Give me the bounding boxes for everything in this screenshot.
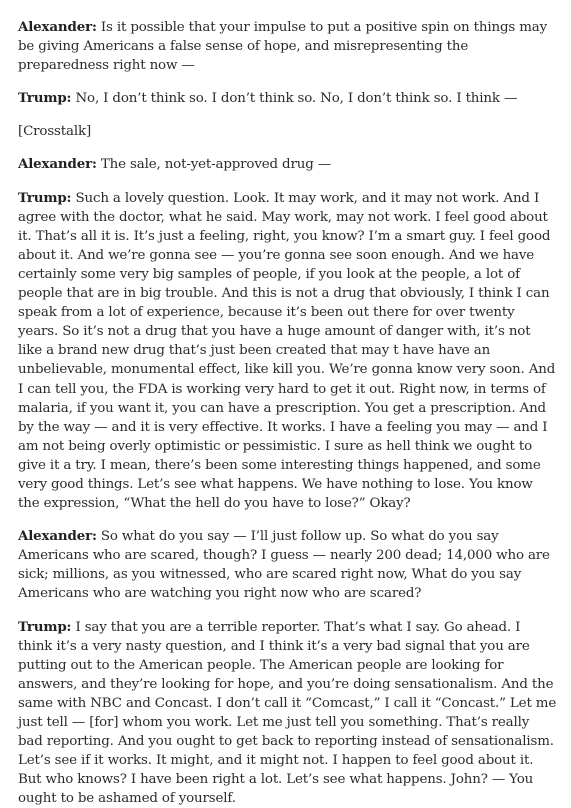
speaker-name: Trump:: [18, 189, 72, 206]
paragraph-text: Such a lovely question. Look. It may work, and it may not work. And I agree with the doctor, what he said. May work, may not work. I feel good about it. That’s all it is. It’s just a feeling, right, you know? I’m a smart guy. I feel good about it. And we’re gonna see — you’re gonna see soon enough. And we have certainly some very big samples of people, if you look at the people, a lot of people that are in big trouble. And this is not a drug that obviously, I think I can speak from a lot of experience, because it’s been out there for over twenty years. So it’s not a drug that you have a huge amount of danger with, it’s not like a brand new drug that’s just been created that may t have have an unbelievable, monumental effect, like kill you. We’re gonna know very soon. And I can tell you, the FDA is working very hard to get it out. Right now, in terms of malaria, if you want it, you can have a prescription. You get a prescription. And by the way — and it is very effective. It works. I have a feeling you may — and I am not being overly optimistic or pessimistic. I sure as hell think we ought to give it a try. I mean, there’s been some interesting things happened, and some very good things. Let’s see what happens. We have nothing to lose. You know the expression, “What the hell do you have to lose?” Okay?: [18, 190, 556, 512]
transcript-paragraph: [18, 527, 557, 603]
paragraph-text: [Crosstalk]: [18, 124, 92, 140]
paragraph-text: No, I don’t think so. I don’t think so. No, I don’t think so. I think —: [71, 91, 518, 107]
speaker-name: Alexander:: [18, 19, 97, 35]
paragraph-text: The sale, not-yet-approved drug —: [96, 157, 331, 173]
speaker-name: Alexander:: [18, 528, 97, 545]
speaker-name: Alexander:: [18, 156, 97, 173]
transcript-paragraph: [18, 18, 557, 75]
transcript-paragraph: [18, 189, 557, 514]
transcript-paragraph: [18, 122, 557, 141]
speaker-name: Trump:: [18, 90, 72, 107]
paragraph-text: Is it possible that your impulse to put a positive spin on things may be giving Americans a false sense of hope, and misrepresenting the preparedness right now —: [18, 20, 547, 74]
speaker-name: Trump:: [18, 618, 72, 635]
transcript-paragraph: [18, 155, 557, 174]
transcript-paragraph: [18, 89, 557, 108]
transcript-paragraph: [18, 618, 557, 808]
paragraph-text: So what do you say — I’ll just follow up. So what do you say Americans who are scared, though? I guess — nearly 200 dead; 14,000 who are sick; millions, as you witnessed, who are scared right now, What do you say Americans who are watching you right now who are scared?: [18, 529, 550, 602]
paragraph-text: I say that you are a terrible reporter. That’s what I say. Go ahead. I think it’s a very nasty question, and I think it’s a very bad signal that you are putting out to the American people. The American people are looking for answers, and they’re looking for hope, and you’re doing sensationalism. And the same with NBC and Concast. I don’t call it “Comcast,” I call it “Concast.” Let me just tell — [for] whom you work. Let me just tell you something. That’s really bad reporting. And you ought to get back to reporting instead of sensationalism. Let’s see if it works. It might, and it might not. I happen to feel good about it. But who knows? I have been right a lot. Let’s see what happens. John? — You ought to be ashamed of yourself.: [18, 619, 557, 807]
